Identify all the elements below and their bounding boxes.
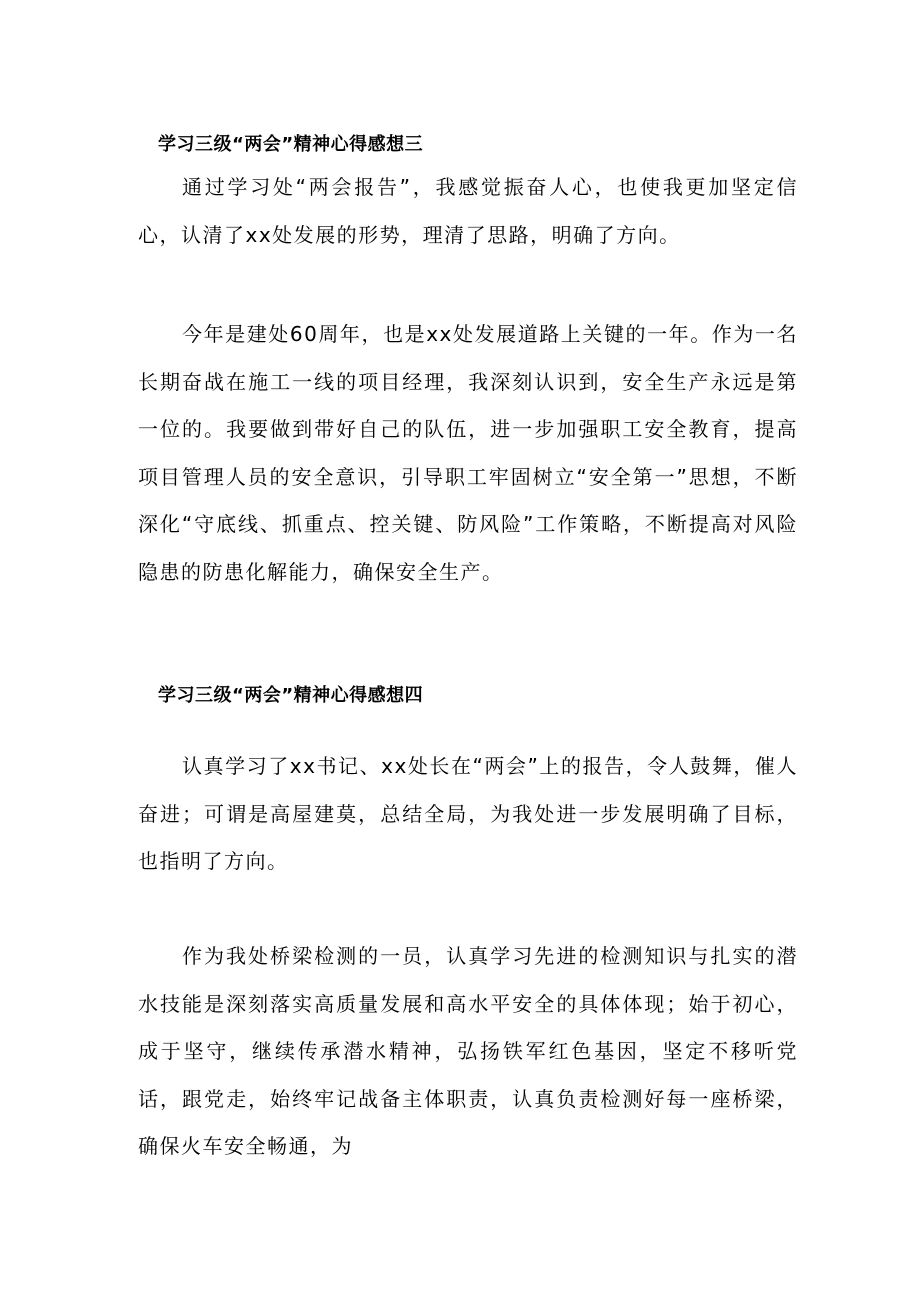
paragraph: 通过学习处“两会报告”，我感觉振奋人心，也使我更加坚定信心，认清了xx处发展的形势，理清了思路，明确了方向。	[138, 175, 798, 247]
section-heading-4: 学习三级“两会”精神心得感想四	[158, 685, 424, 706]
paragraph: 认真学习了xx书记、xx处长在“两会”上的报告，令人鼓舞，催人奋进；可谓是高屋建莫，总结全局，为我处进一步发展明确了目标，也指明了方向。	[138, 754, 798, 873]
paragraph: 今年是建处60周年，也是xx处发展道路上关键的一年。作为一名长期奋战在施工一线的项目经理，我深刻认识到，安全生产永远是第一位的。我要做到带好自己的队伍，进一步加强职工安全教育，提高项目管理人员的安全意识，引导职工牢固树立“安全第一”思想，不断深化“守底线、抓重点、控关键、防风险”工作策略，不断提高对风险隐患的防患化解能力，确保安全生产。	[138, 322, 798, 584]
paragraph: 作为我处桥梁检测的一员，认真学习先进的检测知识与扎实的潜水技能是深刻落实高质量发展和高水平安全的具体体现；始于初心，成于坚守，继续传承潜水精神，弘扬铁军红色基因，坚定不移听党话，跟党走，始终牢记战备主体职责，认真负责检测好每一座桥梁，确保火车安全畅通，为	[138, 944, 798, 1158]
section-heading-3: 学习三级“两会”精神心得感想三	[158, 134, 424, 155]
